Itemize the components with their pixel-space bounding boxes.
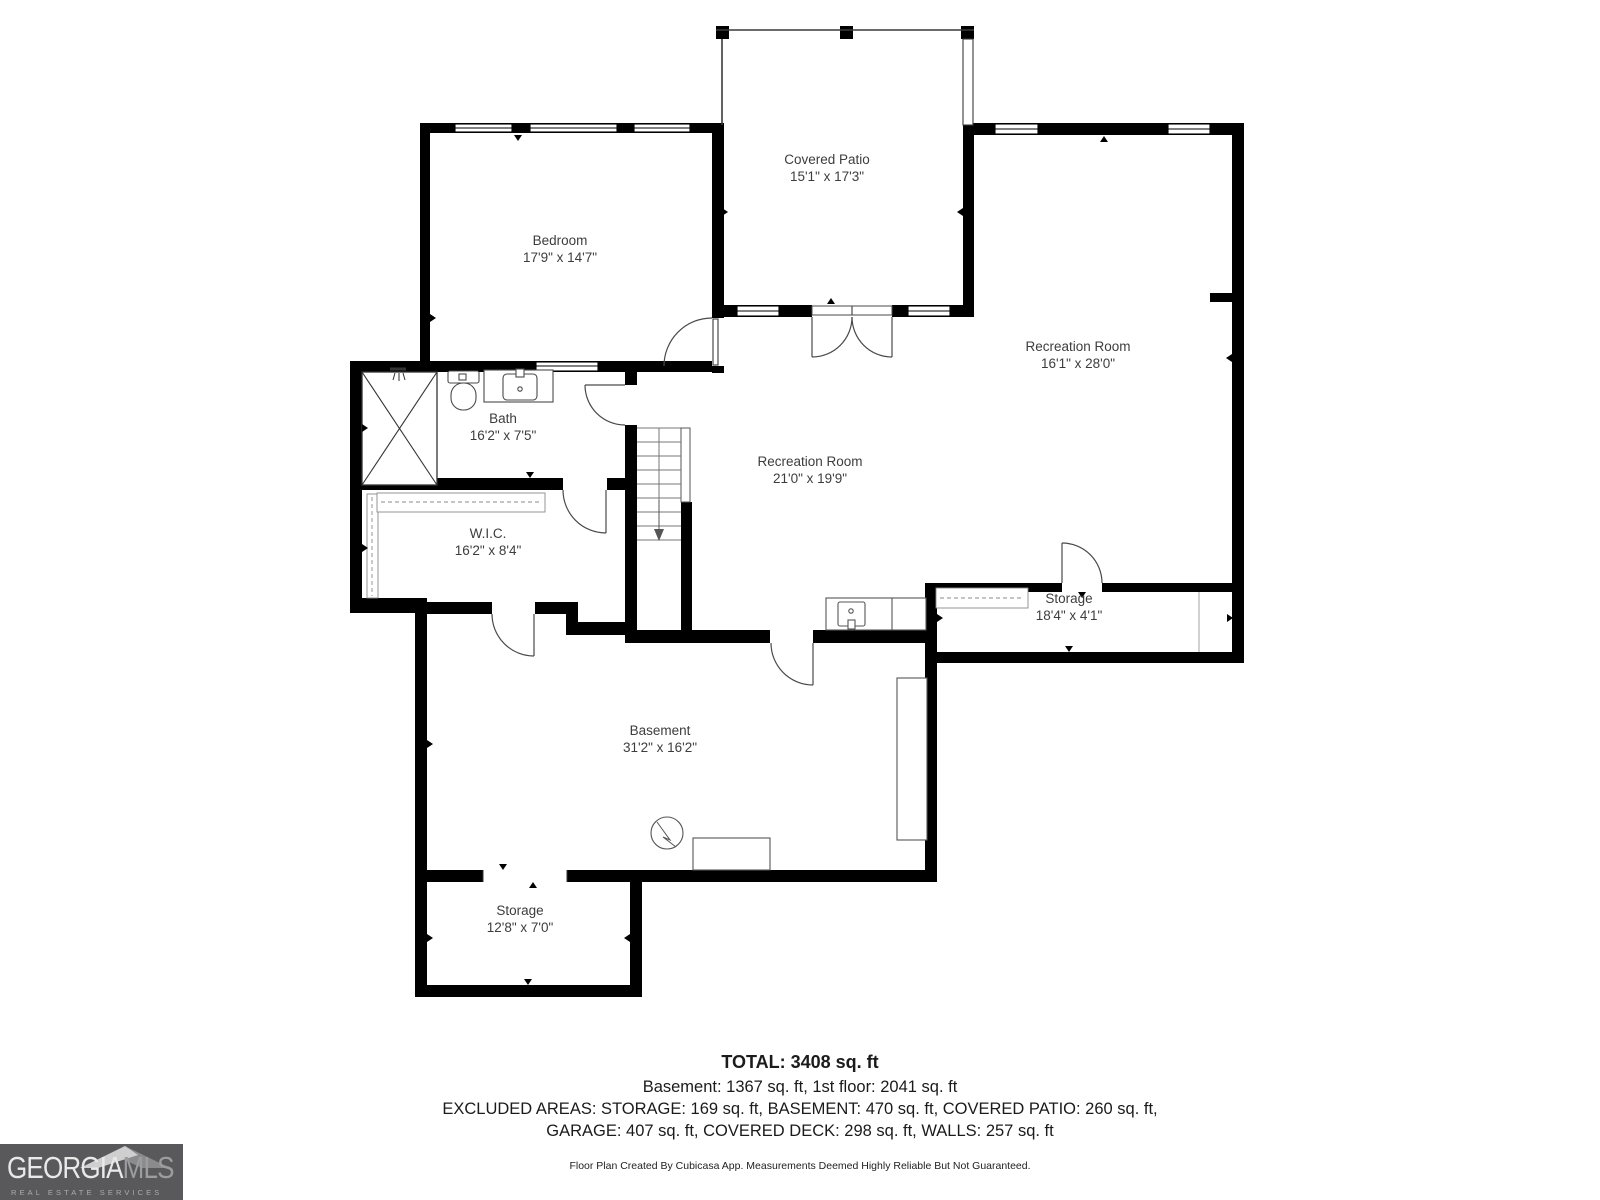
- door-arc: [492, 614, 534, 656]
- room-label-recreation-center: [757, 453, 862, 487]
- room-label-wic: [455, 525, 522, 559]
- door-arc: [1062, 543, 1102, 583]
- room-name: Storage: [496, 903, 544, 918]
- room-dims: 16'1" x 28'0": [1040, 356, 1116, 371]
- patio-open-edges: [716, 30, 974, 125]
- window: [634, 124, 690, 132]
- excluded-areas-text-1: EXCLUDED AREAS: STORAGE: 169 sq. ft, BASEMENT: 470 sq. ft, COVERED PATIO: 260 sq. ft,: [442, 1100, 1158, 1118]
- room-dims: 16'2" x 8'4": [454, 543, 522, 558]
- logo-text-mls: MLS: [122, 1150, 174, 1185]
- room-name: Recreation Room: [757, 454, 863, 469]
- wall-patio-right: [963, 125, 974, 317]
- logo-wordmark: [7, 1152, 174, 1183]
- patio-pillar-center: [840, 26, 853, 39]
- bar-counter-sink: [826, 598, 926, 630]
- door-storage: [1062, 543, 1102, 583]
- equipment-tall: [897, 678, 927, 840]
- wall-right-outer: [1232, 123, 1244, 663]
- room-label-storage-bottom: [487, 902, 554, 936]
- patio-pillar-left: [716, 26, 729, 39]
- room-dims: 15'1" x 17'3": [789, 169, 865, 184]
- room-dims: 21'0" x 19'9": [772, 471, 848, 486]
- room-name: Basement: [629, 723, 691, 738]
- window: [455, 124, 512, 132]
- door-arc: [563, 490, 606, 533]
- room-dims: 31'2" x 16'2": [622, 740, 698, 755]
- room-name: W.I.C.: [469, 526, 507, 541]
- window: [1168, 124, 1210, 134]
- water-heater: [651, 817, 683, 849]
- door-arc: [812, 317, 852, 357]
- equipment-low: [693, 838, 770, 870]
- shower: [362, 369, 437, 485]
- door-arc: [852, 317, 892, 357]
- vanity-sink: [484, 369, 553, 402]
- room-label-storage-right: [1036, 590, 1103, 624]
- window: [995, 124, 1038, 134]
- room-dims: 12'8" x 7'0": [486, 920, 554, 935]
- window: [737, 306, 779, 316]
- door-arc: [585, 385, 625, 425]
- room-name: Covered Patio: [784, 152, 870, 167]
- floor-areas-text: Basement: 1367 sq. ft, 1st floor: 2041 sq. ft: [642, 1078, 958, 1096]
- room-name: Storage: [1045, 591, 1093, 606]
- wall-basement-left: [415, 613, 427, 997]
- excluded-areas-text-2: GARAGE: 407 sq. ft, COVERED DECK: 298 sq. ft, WALLS: 257 sq. ft: [546, 1122, 1054, 1140]
- wall-bstorage-right: [630, 880, 642, 997]
- door-wic-basement: [492, 614, 534, 656]
- window: [530, 124, 617, 132]
- door-rec-basement: [771, 643, 813, 685]
- disclaimer-text: Floor Plan Created By Cubicasa App. Measurements Deemed Highly Reliable But Not Guaranteed.: [569, 1160, 1031, 1172]
- window: [908, 306, 950, 316]
- stairs-down-arrow: [654, 500, 664, 541]
- room-label-recreation-right: [1025, 338, 1130, 372]
- patio-pillar-right: [961, 26, 974, 39]
- wall-wic-bottom-left: [350, 598, 427, 613]
- room-dims: 18'4" x 4'1": [1035, 608, 1103, 623]
- room-name: Recreation Room: [1025, 339, 1131, 354]
- door-bath: [585, 385, 625, 425]
- wall-markers: [362, 135, 1233, 985]
- room-label-basement: [623, 722, 697, 756]
- total-area-text: TOTAL: 3408 sq. ft: [721, 1052, 879, 1072]
- room-label-bedroom: [523, 232, 597, 266]
- door-bedroom: [664, 318, 718, 366]
- wall-stair-right: [681, 502, 692, 643]
- toilet: [448, 371, 479, 410]
- door-arc: [664, 318, 712, 366]
- french-doors-patio: [812, 306, 892, 357]
- wall-bstorage-bottom: [415, 985, 642, 997]
- room-dims: 17'9" x 14'7": [522, 250, 598, 265]
- wall-wic-left: [350, 490, 362, 602]
- logo-tagline: REAL ESTATE SERVICES: [11, 1188, 163, 1197]
- room-dims: 16'2" x 7'5": [469, 428, 537, 443]
- wall-storage-bottom: [925, 652, 1244, 663]
- room-label-bath: [470, 410, 537, 444]
- logo-text-georgia: GEORGIA: [7, 1150, 123, 1185]
- room-name: Bedroom: [532, 233, 588, 248]
- door-arc: [771, 643, 813, 685]
- patio-screen-right: [963, 39, 973, 125]
- door-wic: [563, 490, 606, 533]
- wall-bedroom-left: [420, 123, 430, 373]
- room-label-covered-patio: [784, 151, 870, 185]
- wall-bath-left: [350, 361, 362, 490]
- georgia-mls-logo: [0, 1144, 183, 1200]
- wall-stub: [1210, 293, 1232, 302]
- room-name: Bath: [489, 411, 517, 426]
